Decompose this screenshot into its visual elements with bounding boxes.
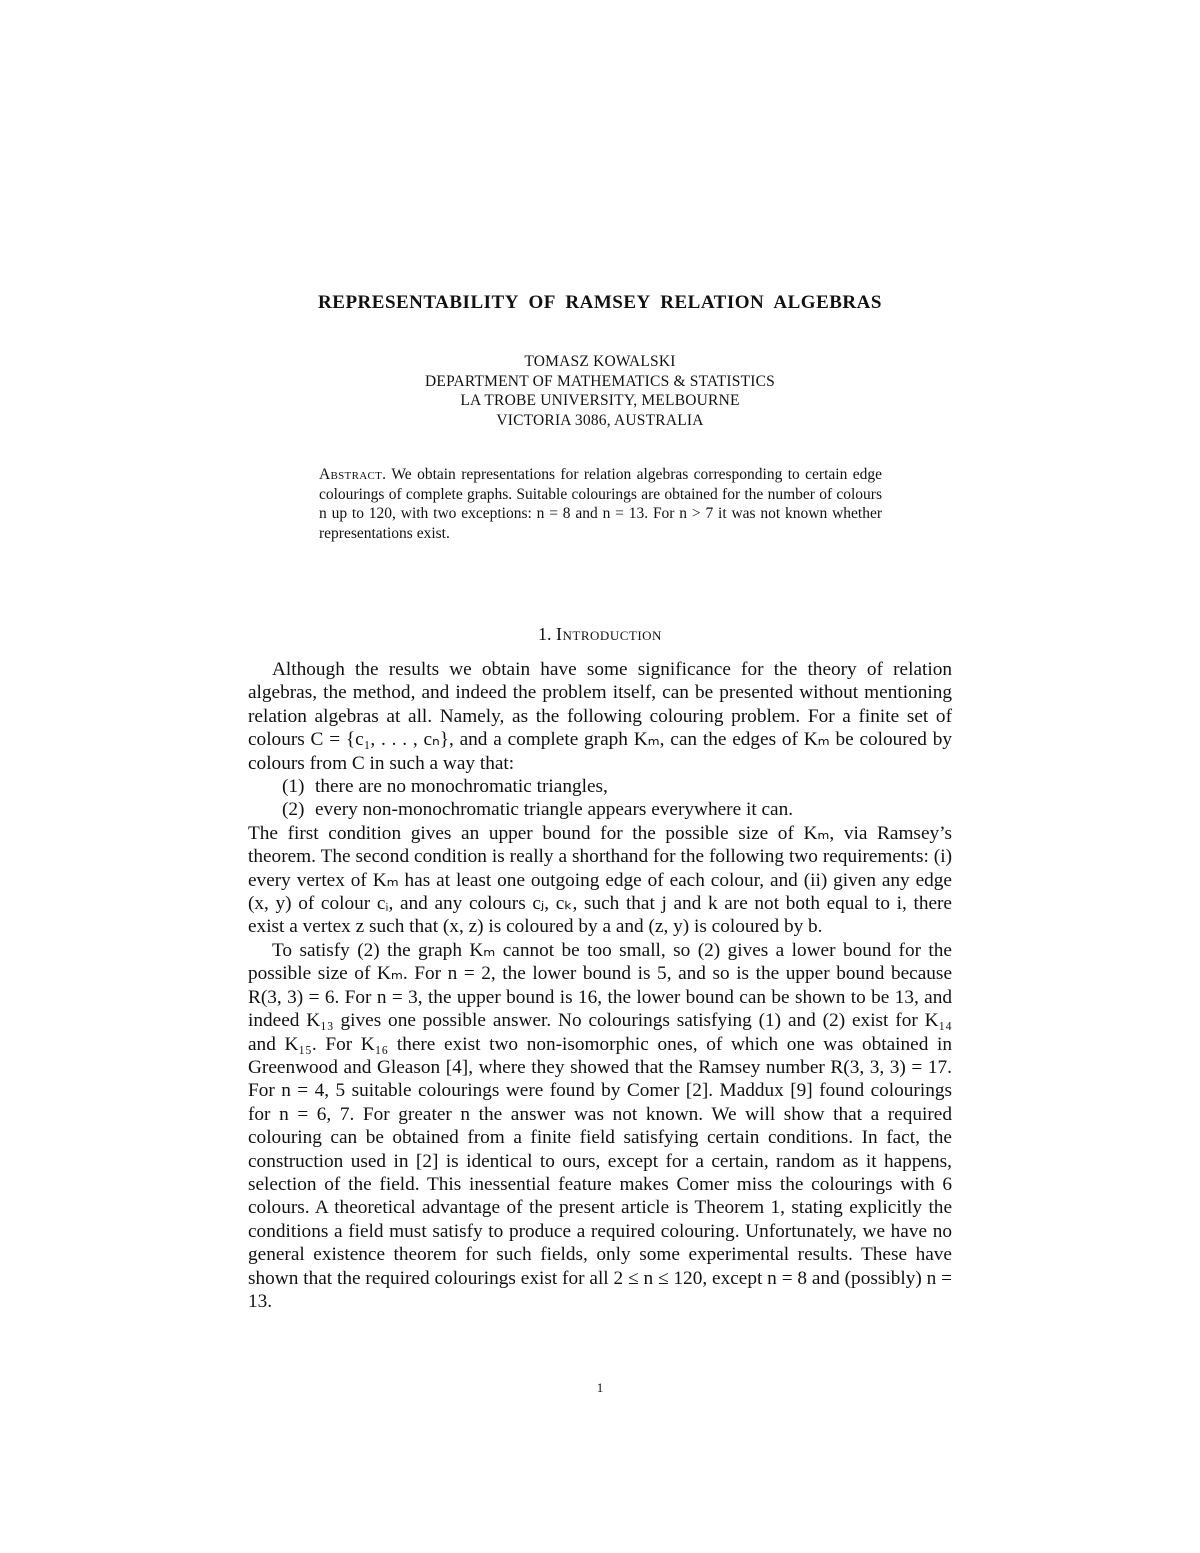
condition-list — [248, 775, 952, 822]
section-heading — [0, 624, 1200, 645]
abstract — [319, 465, 882, 544]
list-item-number: (2) — [282, 799, 305, 821]
author-address: VICTORIA 3086, AUSTRALIA — [496, 411, 704, 429]
section-title: Introduction — [556, 624, 662, 644]
list-item — [248, 798, 952, 821]
list-item-text: every non-monochromatic triangle appears everywhere it can. — [315, 799, 794, 821]
paragraph-1: Although the results we obtain have some significance for the theory of relation algebras, the method, and indeed the problem itself, can be presented without mentioning relation algebras at all. Namely, as the following colouring problem. For a finite set of colours C = {c₁, . . . , cₙ}, and a complete graph Kₘ, can the edges of Kₘ be coloured by colours from C in such a way that: — [248, 659, 952, 774]
author-name: TOMASZ KOWALSKI — [524, 353, 676, 370]
paper-title: REPRESENTABILITY OF RAMSEY RELATION ALGEBRAS — [318, 292, 882, 313]
body-text — [248, 658, 952, 1313]
list-item — [248, 775, 952, 798]
section-number: 1. — [538, 624, 552, 644]
page-number: 1 — [596, 1380, 604, 1395]
list-item-number: (1) — [282, 776, 305, 798]
abstract-label: Abstract. — [319, 466, 387, 483]
list-item-text: there are no monochromatic triangles, — [315, 776, 608, 798]
author-block — [0, 352, 1200, 430]
paragraph-2: The first condition gives an upper bound for the possible size of Kₘ, via Ramsey’s theorem. The second condition is really a shorthand for the following two requirements: (i) every vertex of Kₘ has at least one outgoing edge of each colour, and (ii) given any edge (x, y) of colour cᵢ, and any colours cⱼ, cₖ, such that j and k are not both equal to i, there exist a vertex z such that (x, z) is coloured by a and (z, y) is coloured by b. — [248, 822, 952, 938]
author-department: DEPARTMENT OF MATHEMATICS & STATISTICS — [425, 372, 775, 390]
paragraph-3: To satisfy (2) the graph Kₘ cannot be too small, so (2) gives a lower bound for the possible size of Kₘ. For n = 2, the lower bound is 5, and so is the upper bound because R(3, 3) = 6. For n = 3, the upper bound is 16, the lower bound can be shown to be 13, and indeed K₁₃ gives one possible answer. No colourings satisfying (1) and (2) exist for K₁₄ and K₁₅. For K₁₆ there exist two non-isomorphic ones, of which one was obtained in Greenwood and Gleason [4], where they showed that the Ramsey number R(3, 3, 3) = 17. For n = 4, 5 suitable colourings were found by Comer [2]. Maddux [9] found colourings for n = 6, 7. For greater n the answer was not known. We will show that a required colouring can be obtained from a finite field satisfying certain conditions. In fact, the construction used in [2] is identical to ours, except for a certain, random as it happens, selection of the field. This inessential feature makes Comer miss the colourings with 6 colours. A theoretical advantage of the present article is Theorem 1, stating explicitly the conditions a field must satisfy to produce a required colouring. Unfortunately, we have no general existence theorem for such fields, only some experimental results. These have shown that the required colourings exist for all 2 ≤ n ≤ 120, except n = 8 and (possibly) n = 13. — [248, 939, 952, 1312]
abstract-text: We obtain representations for relation algebras corresponding to certain edge colourings of complete graphs. Suitable colourings are obtained for the number of colours n up to 120, with two exceptions: n = 8 and n = 13. For n > 7 it was not known whether representations exist. — [319, 466, 882, 543]
author-university: LA TROBE UNIVERSITY, MELBOURNE — [460, 392, 740, 410]
